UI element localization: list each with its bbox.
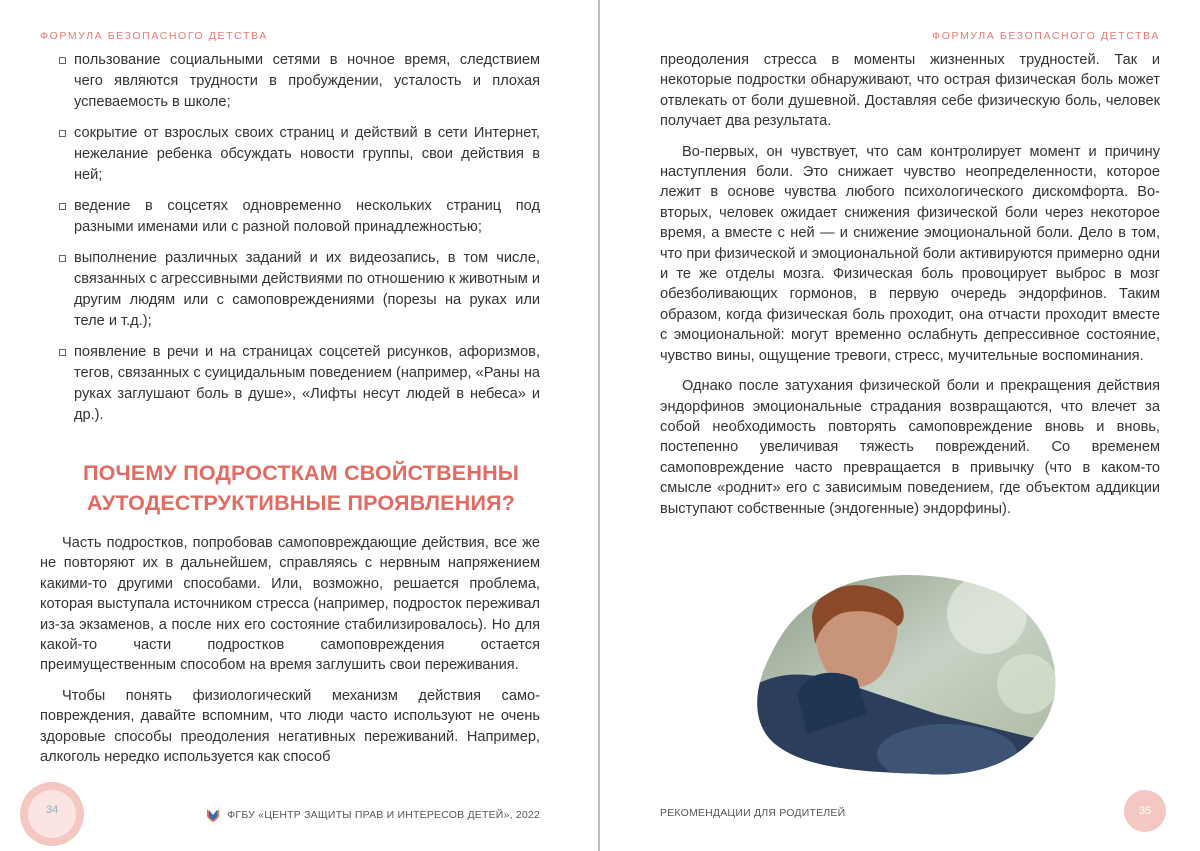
running-head: ФОРМУЛА БЕЗОПАСНОГО ДЕТСТВА bbox=[40, 30, 268, 42]
paragraph: Чтобы понять физиологический механизм действия самоповреждения, давайте вспомним, что люди часто используют не очень здоровые способы преодоления негативных переживаний. Например, алкоголь нередко используется как способ bbox=[40, 687, 540, 766]
bullet-square-icon bbox=[59, 203, 66, 210]
list-item-text: выполнение различных заданий и их видеозапись, в том числе, связанных с агрессивными действиями по отношению к животным и другим людям или с самоповреждениями (порезы на руках или теле и т.д.); bbox=[74, 250, 540, 329]
bullet-square-icon bbox=[59, 130, 66, 137]
footer: РЕКОМЕНДАЦИИ ДЛЯ РОДИТЕЛЕЙ bbox=[660, 807, 846, 819]
bullet-square-icon bbox=[59, 255, 66, 262]
running-head: ФОРМУЛА БЕЗОПАСНОГО ДЕТСТВА bbox=[932, 30, 1160, 42]
list-item-text: появление в речи и на страницах соцсетей рисунков, афоризмов, тегов, связанных с суицидальным поведением (например, «Раны на руках заглушают боль в душе», «Лифты несут людей в небеса» и др.). bbox=[74, 344, 540, 423]
paragraph: преодоления стресса в моменты жизненных трудностей. Так и некоторые подростки обнаруживают, что острая физическая боль может отвлекать от боли душевной. Доставляя себе физическую боль, человек получает два результата. bbox=[660, 52, 1160, 130]
list-item bbox=[62, 50, 540, 113]
page-number: 35 bbox=[1139, 805, 1152, 817]
list-item-text: пользование социальными сетями в ночное время, следствием чего являются трудности в пробуждении, усталость и плохая успеваемость в школе; bbox=[74, 52, 540, 110]
list-item bbox=[62, 342, 540, 426]
bullet-square-icon bbox=[59, 349, 66, 356]
list-item bbox=[62, 248, 540, 332]
organization-logo-icon bbox=[205, 807, 221, 823]
bullet-list bbox=[62, 50, 540, 436]
right-page bbox=[600, 0, 1200, 851]
paragraph: Однако после затухания физической боли и прекращения действия эндорфинов эмоциональные страдания возвращаются, что влечет за собой необходимость повторять самоповреждение вновь и вновь, постепенно увеличивая тяжесть повреждений. Со временем самоповреждение часто превращается в привычку (что в каком-то смысле «роднит» его с зависимым поведением, где объектом аддикции выступают собственные (эндогенные) эндорфины). bbox=[660, 378, 1160, 517]
paragraph: Часть подростков, попробовав самоповреждающие действия, все же не повторяют их в дальнейшем, справляясь с нервным напряжением какими-то другими способами. Или, возможно, решается проблема, которая выступала источником стресса (например, подросток переживал из-за экзаменов, а после них его состояние стабилизировалось). Но для какой-то части подростков самоповреждения остается преимущественным способом на время заглушить свои переживания. bbox=[40, 535, 540, 674]
bullet-square-icon bbox=[59, 57, 66, 64]
list-item bbox=[62, 123, 540, 186]
list-item-text: ведение в соцсетях одновременно нескольких страниц под разными именами или с разной половой принадлежностью; bbox=[74, 198, 540, 235]
footer bbox=[205, 807, 540, 823]
body-text bbox=[660, 50, 1160, 529]
body-text bbox=[40, 533, 540, 777]
teenager-photo bbox=[757, 574, 1059, 776]
section-heading: ПОЧЕМУ ПОДРОСТКАМ СВОЙСТВЕННЫ АУТОДЕСТРУКТИВНЫЕ ПРОЯВЛЕНИЯ? bbox=[82, 461, 520, 515]
footer-text: ФГБУ «ЦЕНТР ЗАЩИТЫ ПРАВ И ИНТЕРЕСОВ ДЕТЕЙ», 2022 bbox=[227, 809, 540, 821]
paragraph: Во-первых, он чувствует, что сам контролирует момент и причину наступления боли. Это снижает чувство неопределенности, которое лежит в основе чувства любого психологического дискомфорта. Во-вторых, человек ожидает снижения физической боли через некоторое время, а вместе с ней — и снижение эмоциональной боли. Дело в том, что при физической и эмоциональной боли активируются примерно одни и те же отделы мозга. Физическая боль провоцирует выброс в мозг обезболивающих гормонов, в первую очередь эндорфинов. Таким образом, когда физическая боль проходит, она отчасти проходит вместе с эмоциональной: могут временно ослабнуть депрессивное состояние, чувство вины, ощущение тревоги, стресс, мучительные воспоминания. bbox=[660, 143, 1160, 364]
page-number: 34 bbox=[46, 804, 59, 816]
list-item-text: сокрытие от взрослых своих страниц и действий в сети Интернет, нежелание ребенка обсуждать новости группы, свои действия в ней; bbox=[74, 125, 540, 183]
list-item bbox=[62, 196, 540, 238]
